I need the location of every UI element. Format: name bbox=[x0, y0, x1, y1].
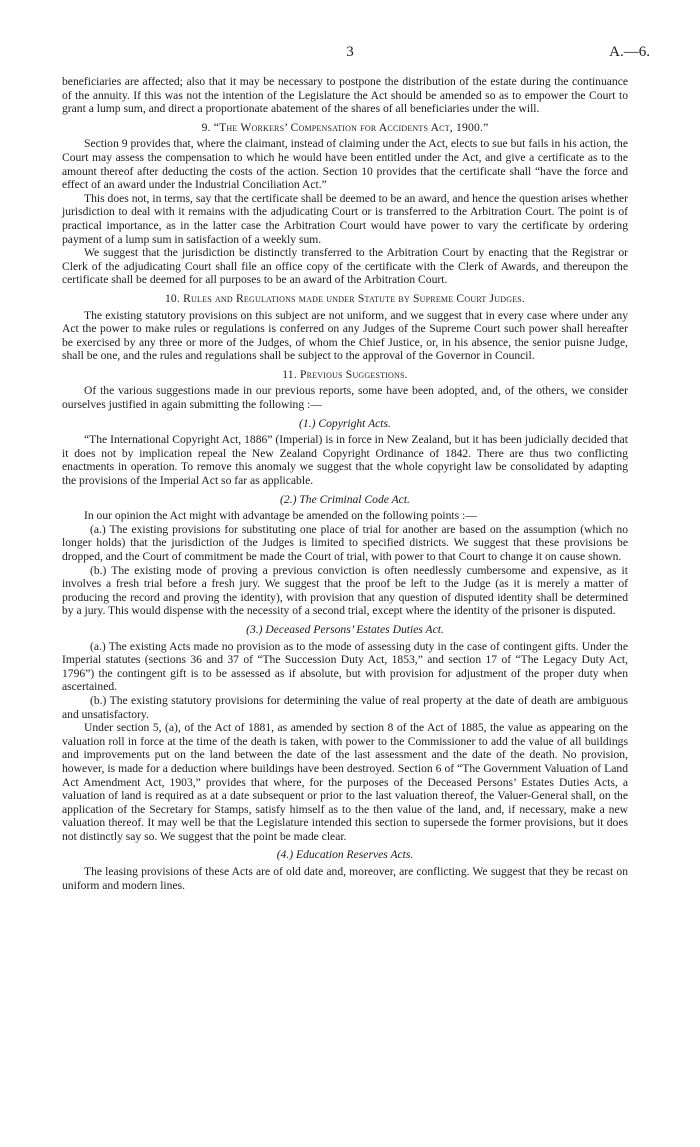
section-9-paragraph-1: Section 9 provides that, where the claimant, instead of claiming under the Act, elects to sue but fails in his action, the Court may assess the compensation to which he would have been entitled under the Act, and give a certificate as to the amount thereof after deducting the costs of the action. Section 10 provides that the certificate shall “have the force and effect of an award under the Industrial Conciliation Act.” bbox=[62, 137, 628, 192]
copyright-acts-heading: (1.) Copyright Acts. bbox=[299, 416, 391, 430]
section-9-paragraph-3: We suggest that the jurisdiction be distinctly transferred to the Arbitration Court by enacting that the Registrar or Clerk of the adjudicating Court shall file an office copy of the certificate with the Clerk of Awards, and thereupon the certificate shall be deemed for all purposes to be an award of the Arbitration Court. bbox=[62, 246, 628, 287]
estates-duties-point-b: (b.) The existing statutory provisions for determining the value of real property at the date of death are ambiguous and unsatisfactory. bbox=[62, 693, 628, 721]
section-9-paragraph-2: This does not, in terms, say that the certificate shall be deemed to be an award, and hence the question arises whether jurisdiction to deal with it remains with the adjudicating Court or is transferred to the Arbitration Court. The point is of practical importance, as in the latter case the Arbitration Court would have power to vary the certificate by ordering payment of a lump sum in satisfaction of a weekly sum. bbox=[62, 191, 628, 246]
criminal-code-heading: (2.) The Criminal Code Act. bbox=[280, 492, 410, 506]
section-10-heading: 10. Rules and Regulations made under Statute by Supreme Court Judges. bbox=[164, 291, 526, 305]
section-10-paragraph-1: The existing statutory provisions on this subject are not uniform, and we suggest that in every case where under any Act the power to make rules or regulations is conferred on any Judges of the Supreme Court such power shall hereafter be exercised by any three or more of the Judges, of whom the Chief Justice, or, in his absence, the senior puisne Judge, shall be one, and the rules and regulations shall be subject to the approval of the Governor in Council. bbox=[62, 308, 628, 363]
education-reserves-paragraph: The leasing provisions of these Acts are of old date and, moreover, are conflicting. We suggest that they be recast on uniform and modern lines. bbox=[62, 865, 628, 892]
document-reference: A.—6. bbox=[609, 44, 650, 60]
intro-paragraph: beneficiaries are affected; also that it may be necessary to postpone the distribution of the estate during the continuance of the annuity. If this was not the intention of the Legislature the Act should be amended so as to empower the Court to grant a lump sum, and direct a proportionate abatement of the shares of all beneficiaries under the will. bbox=[62, 75, 628, 116]
section-9-heading: 9. “The Workers’ Compensation for Accidents Act, 1900.” bbox=[201, 120, 489, 134]
criminal-code-point-b: (b.) The existing mode of proving a previous conviction is often needlessly cumbersome and expensive, as it involves a fresh trial before a fresh jury. We suggest that the proof be left to the Judge (as it is merely a matter of producing the record and proving the identity), with provision that any question of disputed identity shall be determined by a jury. This would dispense with the necessity of a second trial, except where the identity of the prisoner is disputed. bbox=[62, 563, 628, 618]
document-body bbox=[62, 75, 628, 892]
page-number: 3 bbox=[346, 44, 354, 60]
copyright-acts-paragraph: “The International Copyright Act, 1886” (Imperial) is in force in New Zealand, but it has been judicially decided that it does not by implication repeal the New Zealand Copyright Ordinance of 1842. There are thus two conflicting enactments in operation. To remove this anomaly we suggest that the whole copyright law be consolidated by adapting the provisions of the Imperial Act so far as applicable. bbox=[62, 433, 628, 488]
estates-duties-paragraph: Under section 5, (a), of the Act of 1881, as amended by section 8 of the Act of 1885, the value as appearing on the valuation roll in force at the time of the death is taken, with power to the Commissioner to add the value of all buildings and improvements put on the land between the date of the last assessment and the date of the death. No provision, however, is made for a deduction where buildings have been destroyed. Section 6 of “The Government Valuation of Land Act Amendment Act, 1903,” provides that where, for the purposes of the Deceased Persons’ Estates Duties Acts, a valuation of land is required as at a date subsequent or prior to the last valuation thereof, the Valuer-General shall, on the application of the Secretary for Stamps, satisfy himself as to the then value of the land, and, if necessary, make a new valuation thereof. It may well be that the Legislature intended this section to supersede the former provisions, but it does not distinctly say so. We suggest that the point be made clear. bbox=[62, 721, 628, 843]
estates-duties-point-a: (a.) The existing Acts made no provision as to the mode of assessing duty in the case of contingent gifts. Under the Imperial statutes (sections 36 and 37 of “The Succession Duty Act, 1853,” and section 17 of “The Legacy Duty Act, 1796”) the contingent gift is to be assessed as if absolute, but with provision for adjustment of the proper duty when ascertained. bbox=[62, 639, 628, 694]
section-11-heading: 11. Previous Suggestions. bbox=[282, 367, 408, 381]
criminal-code-point-a: (a.) The existing provisions for substituting one place of trial for another are based on the assumption (which no longer holds) that the jurisdiction of the Judges is limited to specified districts. We suggest that these provisions be dropped, and the Court of commitment be made the Court of trial, with power to that Court to change it on cause shown. bbox=[62, 522, 628, 563]
estates-duties-heading: (3.) Deceased Persons’ Estates Duties Act. bbox=[246, 622, 444, 636]
criminal-code-intro: In our opinion the Act might with advantage be amended on the following points :— bbox=[84, 509, 477, 523]
section-11-paragraph-1: Of the various suggestions made in our previous reports, some have been adopted, and, of the others, we consider ourselves justified in again submitting the following :— bbox=[62, 384, 628, 412]
education-reserves-heading: (4.) Education Reserves Acts. bbox=[276, 848, 414, 862]
